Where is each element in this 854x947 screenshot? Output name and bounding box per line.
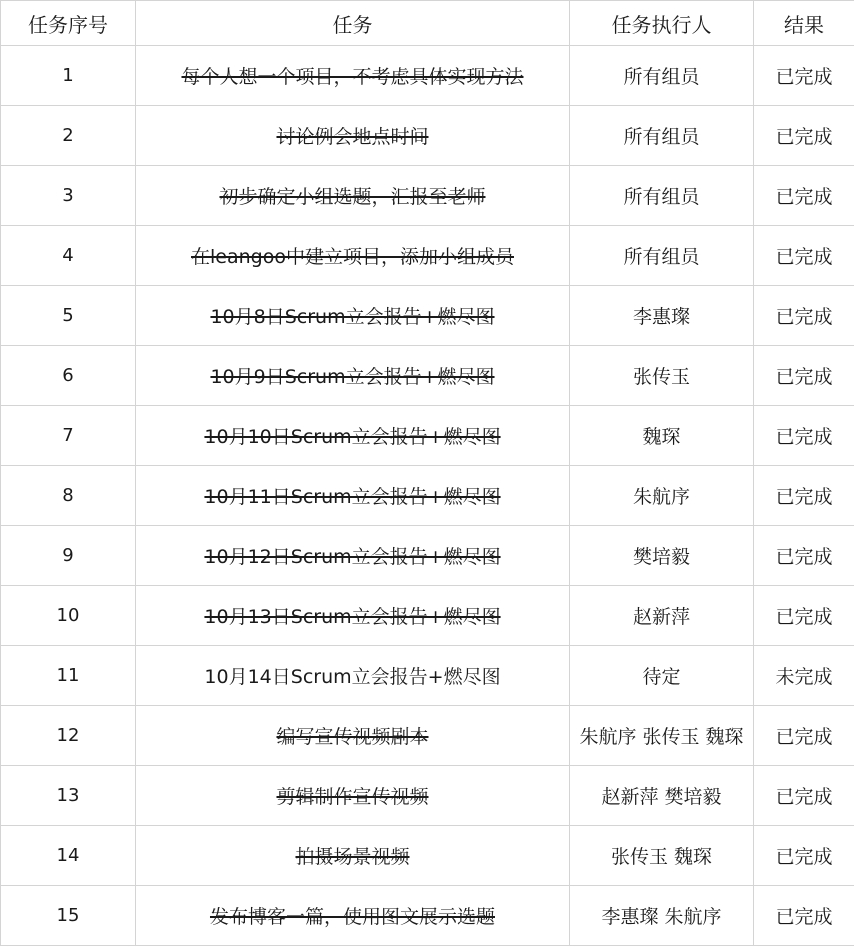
- task-assignee-cell: 所有组员: [570, 106, 754, 166]
- task-result-cell: 已完成: [754, 226, 854, 286]
- task-description-cell: 每个人想一个项目，不考虑具体实现方法: [136, 46, 570, 106]
- task-description-cell: 10月12日Scrum立会报告+燃尽图: [136, 526, 570, 586]
- table-row: [1, 526, 854, 586]
- task-result-cell: 已完成: [754, 106, 854, 166]
- table-row: [1, 46, 854, 106]
- task-description-cell: 编写宣传视频剧本: [136, 706, 570, 766]
- task-result-cell: 已完成: [754, 166, 854, 226]
- task-id-cell: 3: [1, 166, 136, 226]
- task-result-cell: 已完成: [754, 466, 854, 526]
- task-id-cell: 5: [1, 286, 136, 346]
- task-description-cell: 10月13日Scrum立会报告+燃尽图: [136, 586, 570, 646]
- task-assignee-cell: 所有组员: [570, 166, 754, 226]
- task-table-body: [1, 46, 854, 946]
- task-id-cell: 9: [1, 526, 136, 586]
- table-row: [1, 826, 854, 886]
- task-description-cell: 剪辑制作宣传视频: [136, 766, 570, 826]
- task-id-cell: 11: [1, 646, 136, 706]
- table-row: [1, 706, 854, 766]
- task-result-cell: 已完成: [754, 346, 854, 406]
- task-assignee-cell: 张传玉: [570, 346, 754, 406]
- task-description-cell: 在leangoo中建立项目，添加小组成员: [136, 226, 570, 286]
- header-row: [1, 1, 854, 46]
- task-description-cell: 讨论例会地点时间: [136, 106, 570, 166]
- task-result-cell: 已完成: [754, 586, 854, 646]
- table-row: [1, 106, 854, 166]
- header-assignee: 任务执行人: [570, 1, 754, 46]
- task-id-cell: 7: [1, 406, 136, 466]
- task-description-cell: 10月11日Scrum立会报告+燃尽图: [136, 466, 570, 526]
- task-id-cell: 14: [1, 826, 136, 886]
- task-id-cell: 1: [1, 46, 136, 106]
- task-id-cell: 15: [1, 886, 136, 946]
- header-task: 任务: [136, 1, 570, 46]
- task-id-cell: 10: [1, 586, 136, 646]
- task-id-cell: 8: [1, 466, 136, 526]
- task-id-cell: 2: [1, 106, 136, 166]
- table-row: [1, 886, 854, 946]
- task-assignee-cell: 李惠璨 朱航序: [570, 886, 754, 946]
- task-description-cell: 10月10日Scrum立会报告+燃尽图: [136, 406, 570, 466]
- task-description-cell: 初步确定小组选题，汇报至老师: [136, 166, 570, 226]
- task-assignee-cell: 赵新萍: [570, 586, 754, 646]
- table-row: [1, 346, 854, 406]
- table-row: [1, 166, 854, 226]
- task-result-cell: 已完成: [754, 406, 854, 466]
- task-id-cell: 13: [1, 766, 136, 826]
- table-row: [1, 586, 854, 646]
- table-row: [1, 766, 854, 826]
- task-assignee-cell: 朱航序: [570, 466, 754, 526]
- header-result: 结果: [754, 1, 854, 46]
- table-row: [1, 406, 854, 466]
- task-assignee-cell: 张传玉 魏琛: [570, 826, 754, 886]
- task-result-cell: 未完成: [754, 646, 854, 706]
- task-description-cell: 10月9日Scrum立会报告+燃尽图: [136, 346, 570, 406]
- task-result-cell: 已完成: [754, 826, 854, 886]
- task-result-cell: 已完成: [754, 526, 854, 586]
- task-id-cell: 4: [1, 226, 136, 286]
- task-assignee-cell: 待定: [570, 646, 754, 706]
- task-assignee-cell: 所有组员: [570, 46, 754, 106]
- task-result-cell: 已完成: [754, 886, 854, 946]
- task-result-cell: 已完成: [754, 286, 854, 346]
- task-assignee-cell: 所有组员: [570, 226, 754, 286]
- task-result-cell: 已完成: [754, 706, 854, 766]
- task-result-cell: 已完成: [754, 46, 854, 106]
- task-description-cell: 10月14日Scrum立会报告+燃尽图: [136, 646, 570, 706]
- task-assignee-cell: 朱航序 张传玉 魏琛: [570, 706, 754, 766]
- task-assignee-cell: 樊培毅: [570, 526, 754, 586]
- table-row: [1, 226, 854, 286]
- task-description-cell: 发布博客一篇，使用图文展示选题: [136, 886, 570, 946]
- task-description-cell: 10月8日Scrum立会报告+燃尽图: [136, 286, 570, 346]
- header-id: 任务序号: [1, 1, 136, 46]
- task-assignee-cell: 赵新萍 樊培毅: [570, 766, 754, 826]
- table-row: [1, 466, 854, 526]
- task-assignee-cell: 李惠璨: [570, 286, 754, 346]
- table-row: [1, 646, 854, 706]
- task-id-cell: 12: [1, 706, 136, 766]
- task-id-cell: 6: [1, 346, 136, 406]
- task-result-cell: 已完成: [754, 766, 854, 826]
- table-row: [1, 286, 854, 346]
- task-description-cell: 拍摄场景视频: [136, 826, 570, 886]
- task-assignee-cell: 魏琛: [570, 406, 754, 466]
